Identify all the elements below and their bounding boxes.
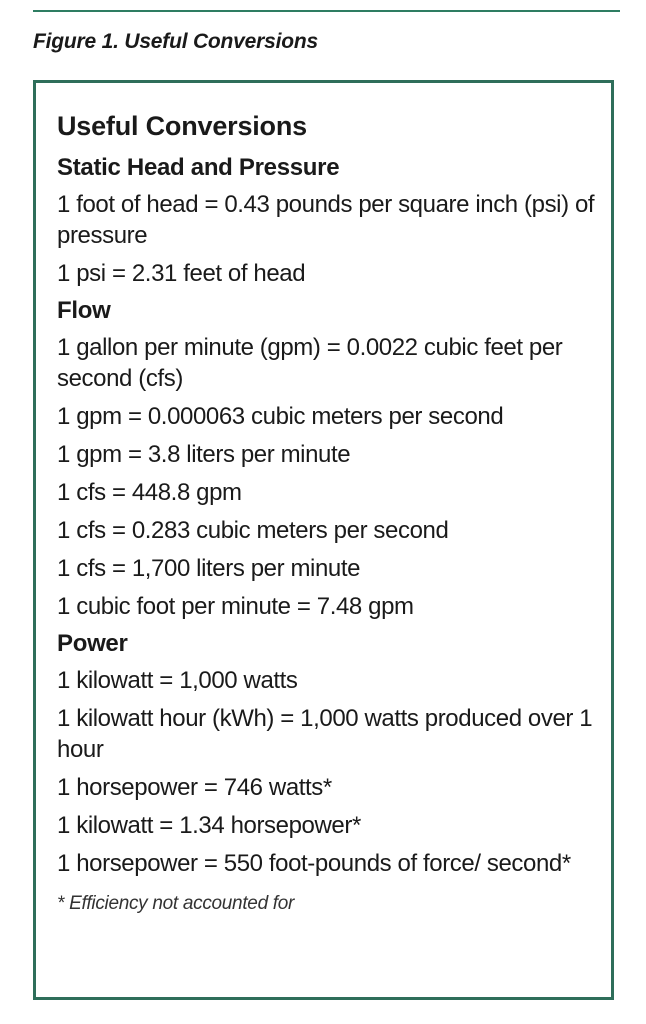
conversion-line: 1 foot of head = 0.43 pounds per square inch (psi) of pressure xyxy=(57,191,595,249)
section-heading: Power xyxy=(57,630,128,657)
conversions-content xyxy=(57,109,601,915)
conversion-line: 1 kilowatt hour (kWh) = 1,000 watts produced over 1 hour xyxy=(57,705,593,763)
conversion-line: 1 cfs = 448.8 gpm xyxy=(57,479,242,506)
conversion-line: 1 horsepower = 746 watts* xyxy=(57,774,332,801)
footnote: * Efficiency not accounted for xyxy=(57,893,295,914)
conversion-line: 1 cfs = 1,700 liters per minute xyxy=(57,555,361,582)
conversions-box xyxy=(33,80,614,1000)
section-heading: Flow xyxy=(57,297,111,324)
conversion-line: 1 gpm = 3.8 liters per minute xyxy=(57,441,351,468)
conversion-line: 1 gallon per minute (gpm) = 0.0022 cubic feet per second (cfs) xyxy=(57,334,563,392)
section-power xyxy=(57,629,601,879)
box-title: Useful Conversions xyxy=(57,111,307,141)
conversion-line: 1 cfs = 0.283 cubic meters per second xyxy=(57,517,449,544)
conversion-line: 1 gpm = 0.000063 cubic meters per second xyxy=(57,403,504,430)
section-flow xyxy=(57,296,601,622)
conversion-line: 1 kilowatt = 1.34 horsepower* xyxy=(57,812,361,839)
top-divider xyxy=(33,10,620,12)
conversion-line: 1 horsepower = 550 foot-pounds of force/ second* xyxy=(57,850,571,877)
section-heading: Static Head and Pressure xyxy=(57,154,340,181)
section-static-head xyxy=(57,153,601,289)
figure-caption: Figure 1. Useful Conversions xyxy=(33,30,318,53)
conversion-line: 1 cubic foot per minute = 7.48 gpm xyxy=(57,593,414,620)
conversion-line: 1 psi = 2.31 feet of head xyxy=(57,260,306,287)
conversion-line: 1 kilowatt = 1,000 watts xyxy=(57,667,298,694)
